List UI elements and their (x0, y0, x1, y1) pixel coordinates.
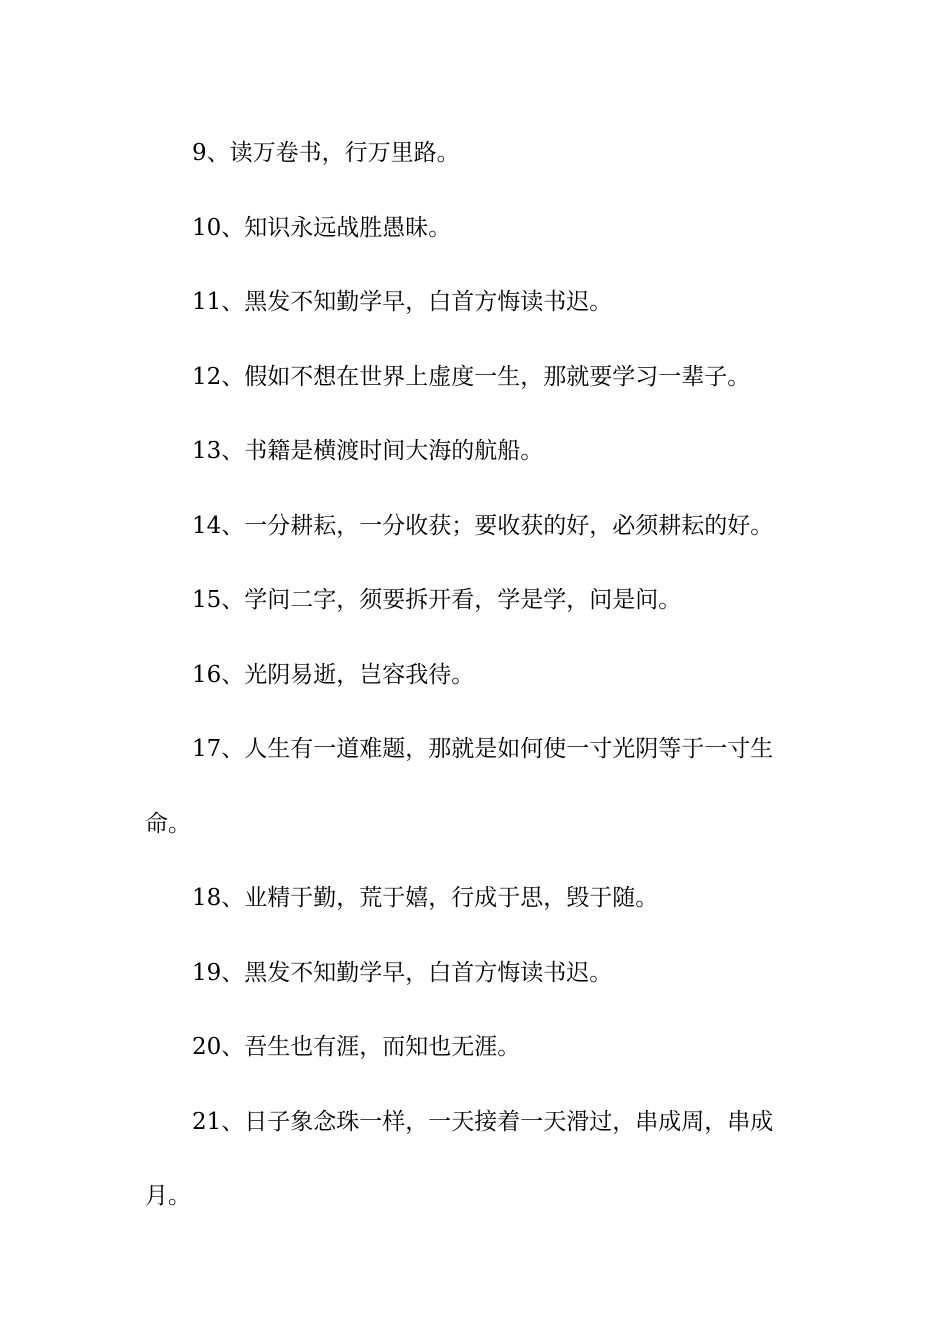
paragraph-16: 16、光阴易逝，岂容我待。 (192, 661, 475, 688)
paragraph-15: 15、学问二字，须要拆开看，学是学，问是问。 (192, 587, 682, 613)
paragraph-19: 19、黑发不知勤学早，白首方悔读书迟。 (192, 959, 613, 986)
paragraph-11: 11、黑发不知勤学早，白首方悔读书迟。 (192, 289, 613, 315)
document-body (145, 135, 810, 1253)
paragraph-18: 18、业精于勤，荒于嬉，行成于思，毁于随。 (192, 885, 659, 911)
paragraph-9: 9、读万卷书，行万里路。 (192, 140, 460, 166)
paragraph-20: 20、吾生也有涯，而知也无涯。 (192, 1034, 521, 1060)
paragraph-13: 13、书籍是横渡时间大海的航船。 (192, 438, 544, 464)
paragraph-21: 21、日子象念珠一样，一天接着一天滑过，串成周，串成月。 (145, 1108, 774, 1210)
paragraph-14: 14、一分耕耘，一分收获；要收获的好，必须耕耘的好。 (192, 512, 774, 539)
paragraph-10: 10、知识永远战胜愚昧。 (192, 214, 452, 241)
paragraph-17: 17、人生有一道难题，那就是如何使一寸光阴等于一寸生命。 (145, 736, 774, 837)
paragraph-12: 12、假如不想在世界上虚度一生，那就要学习一辈子。 (192, 363, 751, 390)
